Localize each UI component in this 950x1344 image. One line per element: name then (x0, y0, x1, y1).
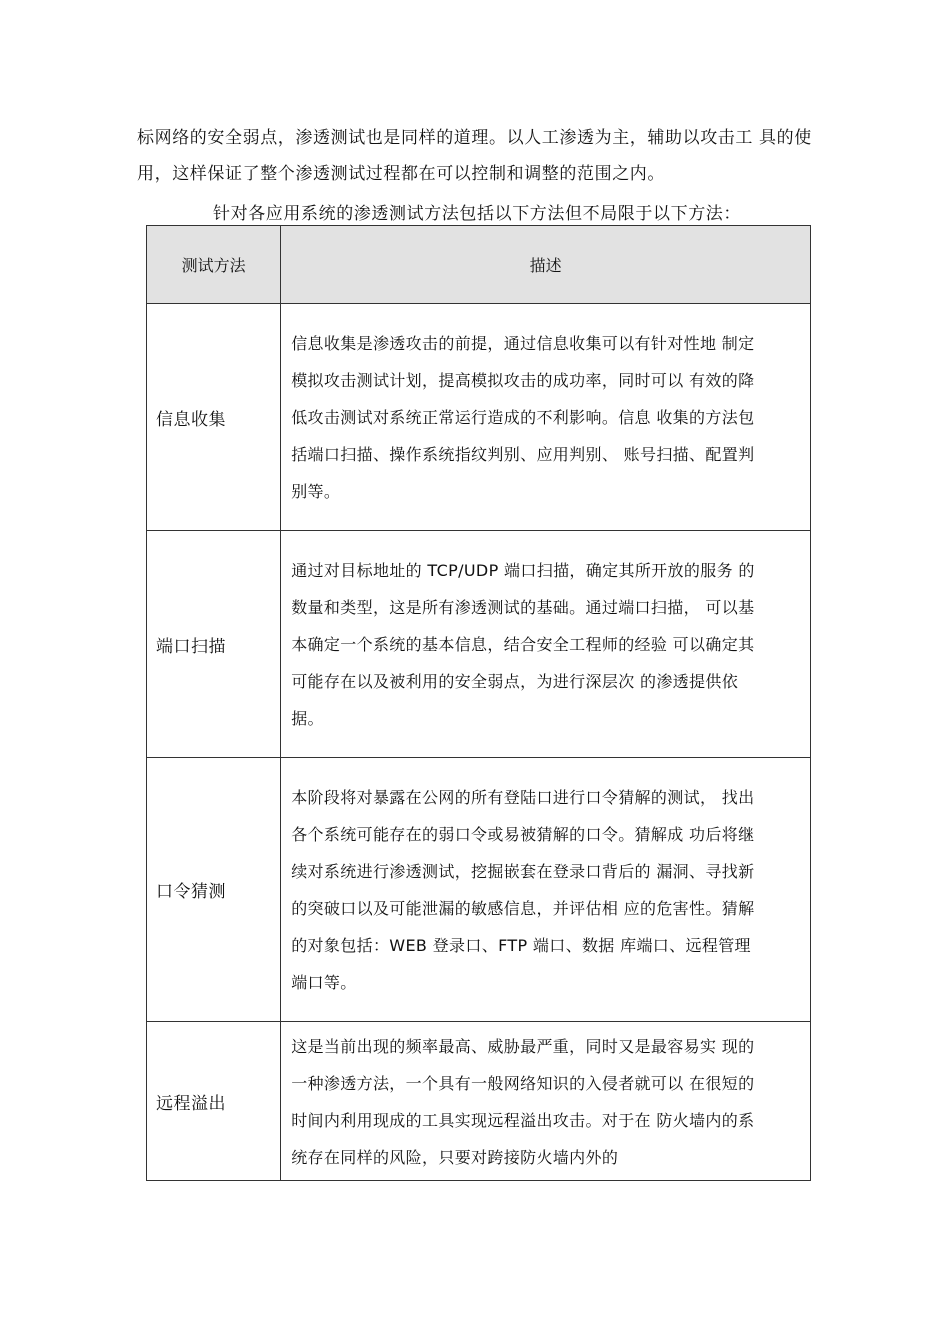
description-line: 可能存在以及被利用的安全弱点，为进行深层次 的渗透提供依 (291, 671, 739, 691)
description-line: 信息收集是渗透攻击的前提，通过信息收集可以有针对性地 制定 (291, 333, 755, 353)
table-row (147, 304, 811, 531)
table-caption: 针对各应用系统的渗透测试方法包括以下方法但不局限于以下方法： (213, 204, 741, 224)
description-line: 端口等。 (291, 972, 357, 992)
table-row (147, 758, 811, 1022)
description-line: 的对象包括：WEB 登录口、FTP 端口、数据 库端口、远程管理 (291, 935, 751, 955)
table-row (147, 531, 811, 758)
table-header-row (147, 226, 811, 304)
description-line: 本确定一个系统的基本信息，结合安全工程师的经验 可以确定其 (291, 634, 755, 654)
table-row (147, 1022, 811, 1181)
description-line: 本阶段将对暴露在公网的所有登陆口进行口令猜解的测试， 找出 (291, 787, 755, 807)
description-line: 数量和类型，这是所有渗透测试的基础。通过端口扫描， 可以基 (291, 597, 755, 617)
method-description (281, 1022, 811, 1181)
intro-paragraph-line-2: 用，这样保证了整个渗透测试过程都在可以控制和调整的范围之内。 (137, 164, 665, 184)
method-name: 端口扫描 (147, 531, 281, 758)
intro-paragraph-line-1: 标网络的安全弱点，渗透测试也是同样的道理。以人工渗透为主，辅助以攻击工 具的使 (137, 128, 812, 148)
description-line: 别等。 (291, 481, 341, 501)
description-line: 一种渗透方法，一个具有一般网络知识的入侵者就可以 在很短的 (291, 1074, 755, 1093)
penetration-test-methods-table (146, 225, 811, 1181)
method-name: 远程溢出 (147, 1022, 281, 1181)
method-description (281, 304, 811, 531)
description-line: 通过对目标地址的 TCP/UDP 端口扫描，确定其所开放的服务 的 (291, 560, 755, 580)
description-line: 的突破口以及可能泄漏的敏感信息，并评估相 应的危害性。猜解 (291, 898, 755, 918)
method-name: 信息收集 (147, 304, 281, 531)
description-line: 各个系统可能存在的弱口令或易被猜解的口令。猜解成 功后将继 (291, 824, 755, 844)
description-line: 模拟攻击测试计划，提高模拟攻击的成功率，同时可以 有效的降 (291, 370, 755, 390)
header-method: 测试方法 (147, 226, 281, 304)
description-line: 续对系统进行渗透测试，挖掘嵌套在登录口背后的 漏洞、寻找新 (291, 861, 755, 881)
method-description (281, 531, 811, 758)
description-line: 统存在同样的风险，只要对跨接防火墙内外的 (291, 1148, 619, 1167)
description-line: 据。 (291, 708, 324, 728)
method-name: 口令猜测 (147, 758, 281, 1022)
description-line: 这是当前出现的频率最高、威胁最严重，同时又是最容易实 现的 (291, 1037, 755, 1056)
description-line: 低攻击测试对系统正常运行造成的不利影响。信息 收集的方法包 (291, 407, 755, 427)
description-line: 时间内利用现成的工具实现远程溢出攻击。对于在 防火墙内的系 (291, 1111, 755, 1130)
header-description: 描述 (281, 226, 811, 304)
method-description (281, 758, 811, 1022)
description-line: 括端口扫描、操作系统指纹判别、应用判别、 账号扫描、配置判 (291, 444, 755, 464)
